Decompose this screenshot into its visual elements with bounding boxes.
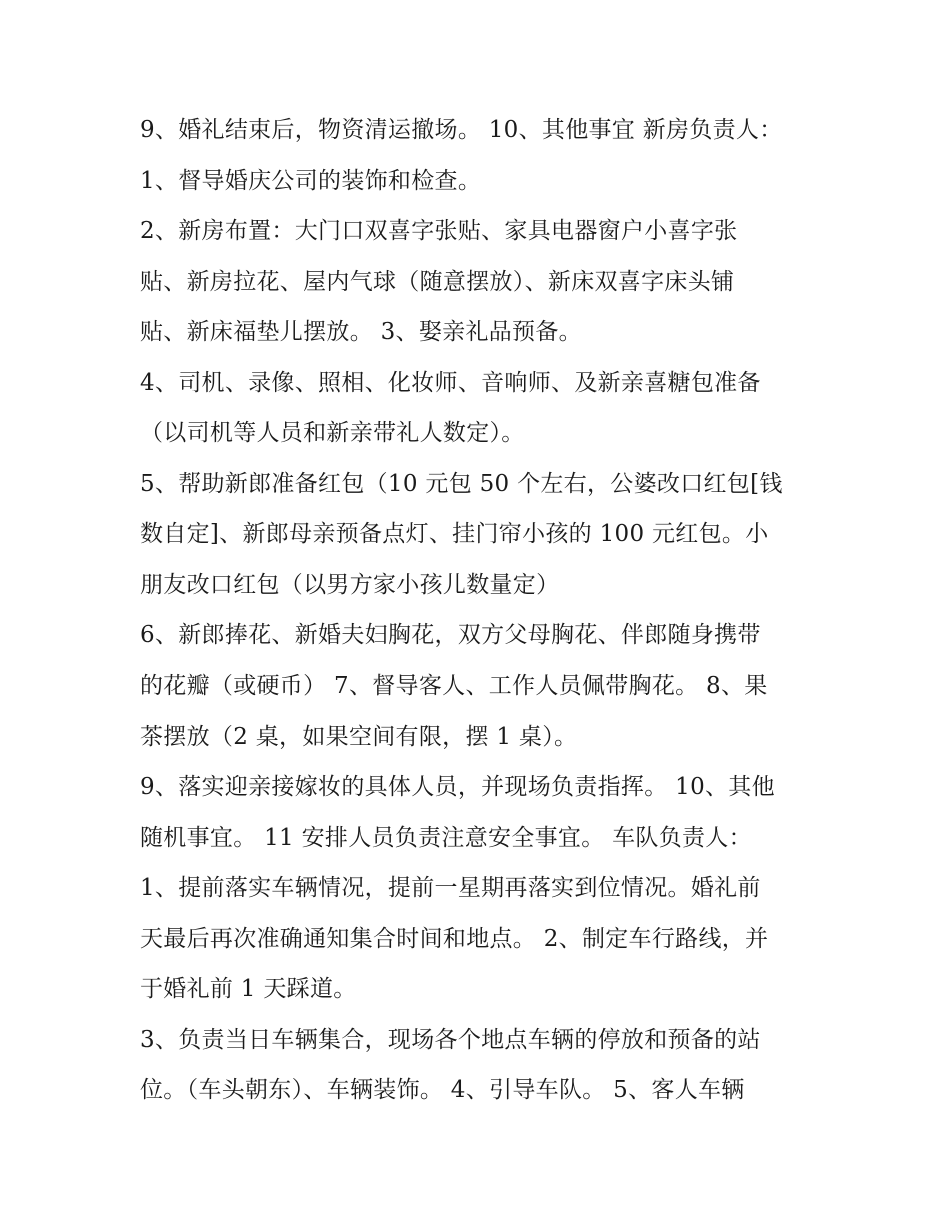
text-line: 5、帮助新郎准备红包（10 元包 50 个左右，公婆改口红包[钱 bbox=[140, 471, 783, 497]
text-line: 3、负责当日车辆集合，现场各个地点车辆的停放和预备的站 bbox=[140, 1027, 761, 1053]
text-line: 茶摆放（2 桌，如果空间有限，摆 1 桌）。 bbox=[140, 724, 578, 750]
text-line: 数自定]、新郎母亲预备点灯、挂门帘小孩的 100 元红包。小 bbox=[140, 521, 769, 547]
text-line: 4、司机、录像、照相、化妆师、音响师、及新亲喜糖包准备 bbox=[140, 370, 761, 396]
text-line: 2、新房布置：大门口双喜字张贴、家具电器窗户小喜字张 bbox=[140, 218, 738, 244]
text-line: 于婚礼前 1 天踩道。 bbox=[140, 976, 357, 1002]
text-line: 9、婚礼结束后，物资清运撤场。 10、其他事宜 新房负责人： bbox=[140, 117, 783, 143]
text-line: 1、提前落实车辆情况，提前一星期再落实到位情况。婚礼前 bbox=[140, 875, 761, 901]
text-line: 的花瓣（或硬币） 7、督导客人、工作人员佩带胸花。 8、果 bbox=[140, 673, 768, 699]
text-line: 6、新郎捧花、新婚夫妇胸花，双方父母胸花、伴郎随身携带 bbox=[140, 622, 761, 648]
text-line: 天最后再次准确通知集合时间和地点。 2、制定车行路线，并 bbox=[140, 926, 769, 952]
text-line: 朋友改口红包（以男方家小孩儿数量定） bbox=[140, 572, 560, 598]
text-line: 1、督导婚庆公司的装饰和检查。 bbox=[140, 168, 482, 194]
text-line: 位。（车头朝东）、车辆装饰。 4、引导车队。 5、客人车辆 bbox=[140, 1077, 745, 1103]
text-line: 9、落实迎亲接嫁妆的具体人员，并现场负责指挥。 10、其他 bbox=[140, 774, 775, 800]
text-line: 贴、新房拉花、屋内气球（随意摆放）、新床双喜字床头铺 bbox=[140, 269, 735, 295]
text-line: 随机事宜。 11 安排人员负责注意安全事宜。 车队负责人： bbox=[140, 825, 752, 851]
text-line: （以司机等人员和新亲带礼人数定）。 bbox=[140, 420, 525, 446]
text-line: 贴、新床福垫儿摆放。 3、娶亲礼品预备。 bbox=[140, 319, 582, 345]
